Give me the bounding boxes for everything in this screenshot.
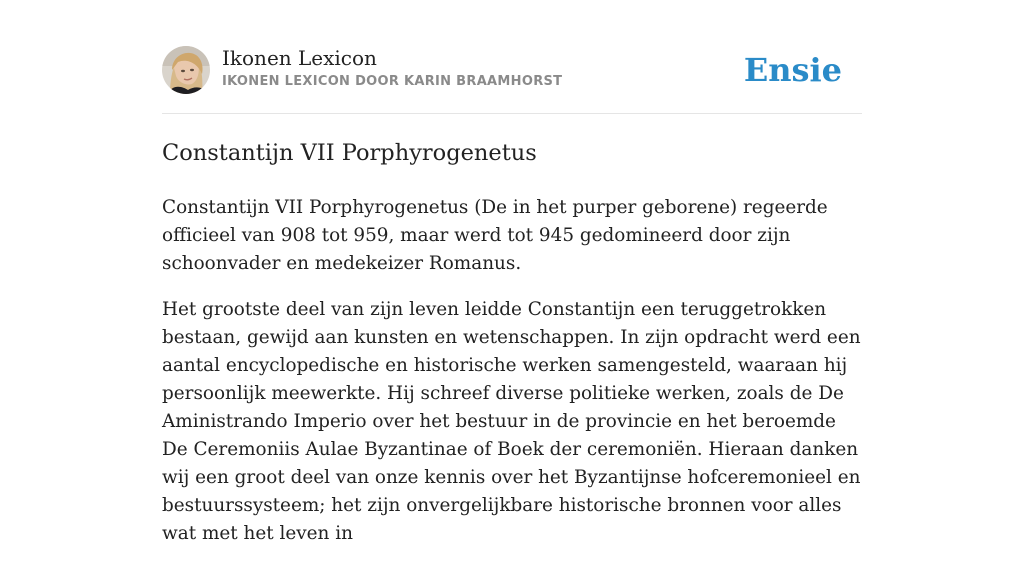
- article: [162, 136, 862, 566]
- article-paragraph: Constantijn VII Porphyrogenetus (De in het purper geborene) regeerde officieel van 908 tot 959, maar werd tot 945 gedomineerd door zijn schoonvader en medekeizer Romanus.: [162, 197, 828, 274]
- source-title[interactable]: Ikonen Lexicon: [222, 46, 377, 70]
- avatar-photo-icon: [162, 46, 210, 94]
- article-paragraph: Het grootste deel van zijn leven leidde Constantijn een teruggetrokken bestaan, gewijd aan kunsten en wetenschappen. In zijn opdracht werd een aantal encyclopedische en historische werken samengesteld, waaraan hij persoonlijk meewerkte. Hij schreef diverse politieke werken, zoals de De Aministrando Imperio over het bestuur in de provincie en het beroemde De Ceremoniis Aulae Byzantinae of Boek der ceremoniën. Hieraan danken wij een groot deel van onze kennis over het Byzantijnse hofceremonieel en bestuurssysteem; het zijn onvergelijkbare historische bronnen voor alles wat met het leven in: [162, 299, 861, 544]
- author-avatar[interactable]: [162, 46, 210, 94]
- source-subtitle[interactable]: IKONEN LEXICON DOOR KARIN BRAAMHORST: [222, 74, 563, 89]
- article-title: Constantijn VII Porphyrogenetus: [162, 140, 537, 166]
- header: [162, 44, 862, 114]
- brand-logo[interactable]: Ensie: [743, 51, 842, 89]
